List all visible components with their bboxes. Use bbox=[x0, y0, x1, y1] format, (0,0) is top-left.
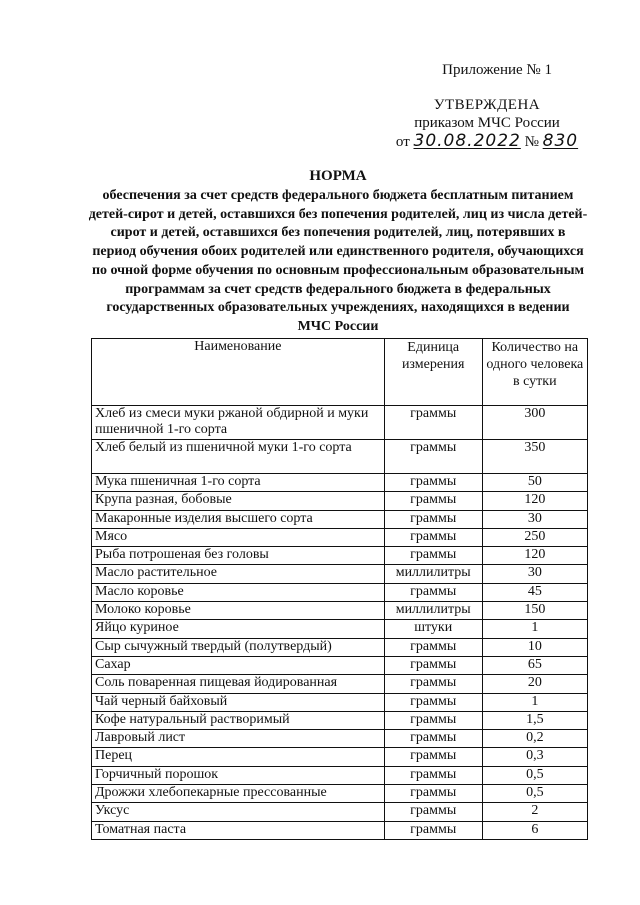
handwritten-number: 830 bbox=[542, 131, 579, 151]
row-unit-cell: граммы bbox=[384, 440, 482, 474]
row-name-cell: Рыба потрошеная без головы bbox=[92, 547, 385, 565]
handwritten-date: 30.08.2022 bbox=[413, 131, 521, 151]
row-qty-cell: 120 bbox=[482, 547, 587, 565]
order-date-line bbox=[392, 132, 582, 151]
table-row bbox=[92, 583, 588, 601]
row-unit-cell: граммы bbox=[384, 510, 482, 528]
row-name-cell: Горчичный порошок bbox=[92, 766, 385, 784]
row-qty-cell: 10 bbox=[482, 638, 587, 656]
row-unit-cell: граммы bbox=[384, 406, 482, 440]
row-name-cell: Уксус bbox=[92, 803, 385, 821]
header-unit: Единица измерения bbox=[384, 339, 482, 406]
row-name-cell: Дрожжи хлебопекарные прессованные bbox=[92, 785, 385, 803]
row-name-cell: Лавровый лист bbox=[92, 730, 385, 748]
row-name-cell: Молоко коровье bbox=[92, 602, 385, 620]
document-subtitle: обеспечения за счет средств федерального бюджета бесплатным питанием детей-сирот и детей, оставшихся без попечения родителей, лиц из числа детей-сирот и детей, оставшихся без попечения родителей, лиц, потерявших в период обучения обоих родителей или единственного родителя, обучающихся по очной форме обучения по основным профессиональным образовательным программам за счет средств федерального бюджета в федеральных государственных образовательных учреждениях, находящихся в ведении МЧС России bbox=[88, 188, 588, 334]
row-unit-cell: граммы bbox=[384, 656, 482, 674]
row-qty-cell: 30 bbox=[482, 510, 587, 528]
row-qty-cell: 1 bbox=[482, 693, 587, 711]
order-by-label: приказом МЧС России bbox=[414, 115, 560, 131]
row-name-cell: Хлеб из смеси муки ржаной обдирной и муки пшеничной 1-го сорта bbox=[92, 406, 385, 440]
row-name-cell: Перец bbox=[92, 748, 385, 766]
table-row bbox=[92, 602, 588, 620]
row-qty-cell: 150 bbox=[482, 602, 587, 620]
row-name-cell: Масло растительное bbox=[92, 565, 385, 583]
table-row bbox=[92, 711, 588, 729]
row-unit-cell: граммы bbox=[384, 821, 482, 839]
table-row bbox=[92, 406, 588, 440]
row-unit-cell: граммы bbox=[384, 583, 482, 601]
row-unit-cell: граммы bbox=[384, 785, 482, 803]
row-unit-cell: граммы bbox=[384, 492, 482, 510]
row-name-cell: Макаронные изделия высшего сорта bbox=[92, 510, 385, 528]
document-title: НОРМА bbox=[309, 168, 367, 184]
table-header-row bbox=[92, 339, 588, 406]
table-row bbox=[92, 440, 588, 474]
row-unit-cell: граммы bbox=[384, 547, 482, 565]
row-qty-cell: 65 bbox=[482, 656, 587, 674]
row-unit-cell: граммы bbox=[384, 675, 482, 693]
row-qty-cell: 0,3 bbox=[482, 748, 587, 766]
row-unit-cell: граммы bbox=[384, 711, 482, 729]
row-name-cell: Сахар bbox=[92, 656, 385, 674]
table-row bbox=[92, 656, 588, 674]
row-qty-cell: 120 bbox=[482, 492, 587, 510]
table-row bbox=[92, 766, 588, 784]
row-name-cell: Кофе натуральный растворимый bbox=[92, 711, 385, 729]
table-row bbox=[92, 547, 588, 565]
row-name-cell: Крупа разная, бобовые bbox=[92, 492, 385, 510]
row-qty-cell: 20 bbox=[482, 675, 587, 693]
table-row bbox=[92, 675, 588, 693]
row-name-cell: Чай черный байховый bbox=[92, 693, 385, 711]
row-unit-cell: граммы bbox=[384, 638, 482, 656]
table-row bbox=[92, 785, 588, 803]
row-unit-cell: граммы bbox=[384, 474, 482, 492]
header-qty: Количество на одного человека в сутки bbox=[482, 339, 587, 406]
row-name-cell: Яйцо куриное bbox=[92, 620, 385, 638]
row-qty-cell: 0,5 bbox=[482, 766, 587, 784]
table-row bbox=[92, 528, 588, 546]
row-qty-cell: 0,5 bbox=[482, 785, 587, 803]
header-name: Наименование bbox=[92, 339, 385, 406]
row-name-cell: Сыр сычужный твердый (полутвердый) bbox=[92, 638, 385, 656]
row-qty-cell: 2 bbox=[482, 803, 587, 821]
row-unit-cell: граммы bbox=[384, 693, 482, 711]
row-unit-cell: граммы bbox=[384, 803, 482, 821]
row-qty-cell: 30 bbox=[482, 565, 587, 583]
row-unit-cell: миллилитры bbox=[384, 602, 482, 620]
row-unit-cell: граммы bbox=[384, 730, 482, 748]
approval-block bbox=[392, 96, 582, 151]
row-qty-cell: 250 bbox=[482, 528, 587, 546]
table-row bbox=[92, 620, 588, 638]
row-name-cell: Мука пшеничная 1-го сорта bbox=[92, 474, 385, 492]
table-row bbox=[92, 730, 588, 748]
row-unit-cell: граммы bbox=[384, 528, 482, 546]
table-row bbox=[92, 565, 588, 583]
table-body bbox=[92, 406, 588, 840]
row-name-cell: Соль поваренная пищевая йодированная bbox=[92, 675, 385, 693]
row-qty-cell: 6 bbox=[482, 821, 587, 839]
table-row bbox=[92, 638, 588, 656]
table-row bbox=[92, 474, 588, 492]
row-qty-cell: 45 bbox=[482, 583, 587, 601]
date-prefix: от bbox=[395, 134, 410, 150]
row-qty-cell: 50 bbox=[482, 474, 587, 492]
row-qty-cell: 1 bbox=[482, 620, 587, 638]
table-row bbox=[92, 748, 588, 766]
row-name-cell: Хлеб белый из пшеничной муки 1-го сорта bbox=[92, 440, 385, 474]
row-qty-cell: 0,2 bbox=[482, 730, 587, 748]
row-unit-cell: граммы bbox=[384, 766, 482, 784]
row-qty-cell: 300 bbox=[482, 406, 587, 440]
row-unit-cell: миллилитры bbox=[384, 565, 482, 583]
row-name-cell: Томатная паста bbox=[92, 821, 385, 839]
appendix-label: Приложение № 1 bbox=[442, 62, 552, 78]
row-unit-cell: штуки bbox=[384, 620, 482, 638]
table-row bbox=[92, 510, 588, 528]
row-unit-cell: граммы bbox=[384, 748, 482, 766]
table-row bbox=[92, 492, 588, 510]
table-row bbox=[92, 693, 588, 711]
row-name-cell: Мясо bbox=[92, 528, 385, 546]
table-row bbox=[92, 821, 588, 839]
row-qty-cell: 350 bbox=[482, 440, 587, 474]
norm-table bbox=[91, 338, 588, 840]
number-prefix: № bbox=[524, 134, 539, 150]
approved-label: УТВЕРЖДЕНА bbox=[433, 97, 541, 113]
row-name-cell: Масло коровье bbox=[92, 583, 385, 601]
row-qty-cell: 1,5 bbox=[482, 711, 587, 729]
table-row bbox=[92, 803, 588, 821]
